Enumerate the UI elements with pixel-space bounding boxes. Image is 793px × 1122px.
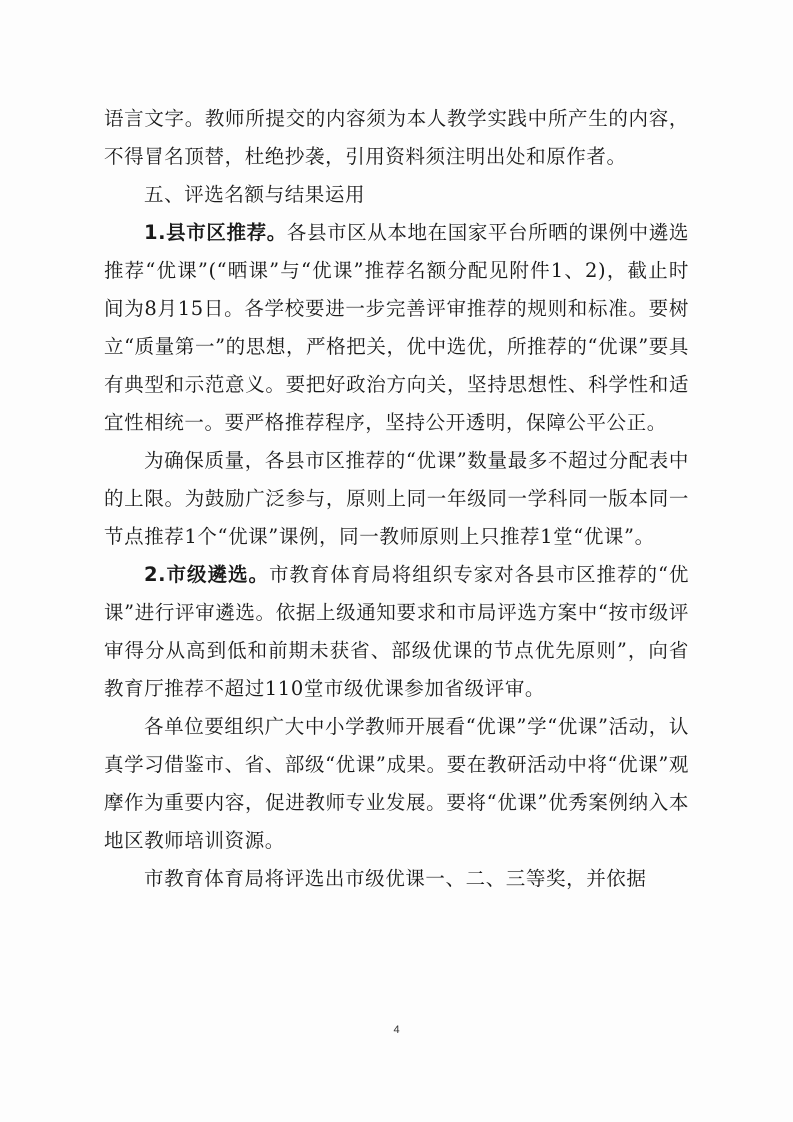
paragraph-quality-limit: 为确保质量，各县市区推荐的“优课”数量最多不超过分配表中的上限。为鼓励广泛参与，原则上同一年级同一学科同一版本同一节点推荐1个“优课”课例，同一教师原则上只推荐1堂“优课”。 [104,449,689,548]
paragraph-awards: 市教育体育局将评选出市级优课一、二、三等奖，并依据 [144,867,647,890]
section-heading-quota: 五、评选名额与结果运用 [144,183,366,206]
document-body [104,100,689,898]
city-selection-body: 市教育体育局将组织专家对各县市区推荐的“优课”进行评审遴选。依据上级通知要求和市局评选方案中“按市级评审得分从高到低和前期未获省、部级优课的节点优先原则”，向省教育厅推荐不超过110堂市级优课参加省级评审。 [104,563,689,700]
county-recommendation-lead: 1.县市区推荐。 [144,221,287,244]
paragraph-county-recommendation [104,214,689,442]
paragraph-city-selection [104,556,689,708]
county-recommendation-body: 各县市区从本地在国家平台所晒的课例中遴选推荐“优课”(“晒课”与“优课”推荐名额分配见附件1、2)，截止时间为8月15日。各学校要进一步完善评审推荐的规则和标准。要树立“质量第一”的思想，严格把关，优中选优，所推荐的“优课”要具有典型和示范意义。要把好政治方向关，坚持思想性、科学性和适宜性相统一。要严格推荐程序，坚持公开透明，保障公平公正。 [104,221,689,434]
page-number: 4 [393,1024,400,1036]
paragraph-watch-learn: 各单位要组织广大中小学教师开展看“优课”学“优课”活动，认真学习借鉴市、省、部级“优课”成果。要在教研活动中将“优课”观摩作为重要内容，促进教师专业发展。要将“优课”优秀案例纳入本地区教师培训资源。 [104,715,689,852]
paragraph-submission-rules: 语言文字。教师所提交的内容须为本人教学实践中所产生的内容，不得冒名顶替，杜绝抄袭，引用资料须注明出处和原作者。 [104,107,689,168]
city-selection-lead: 2.市级遴选。 [144,563,269,586]
